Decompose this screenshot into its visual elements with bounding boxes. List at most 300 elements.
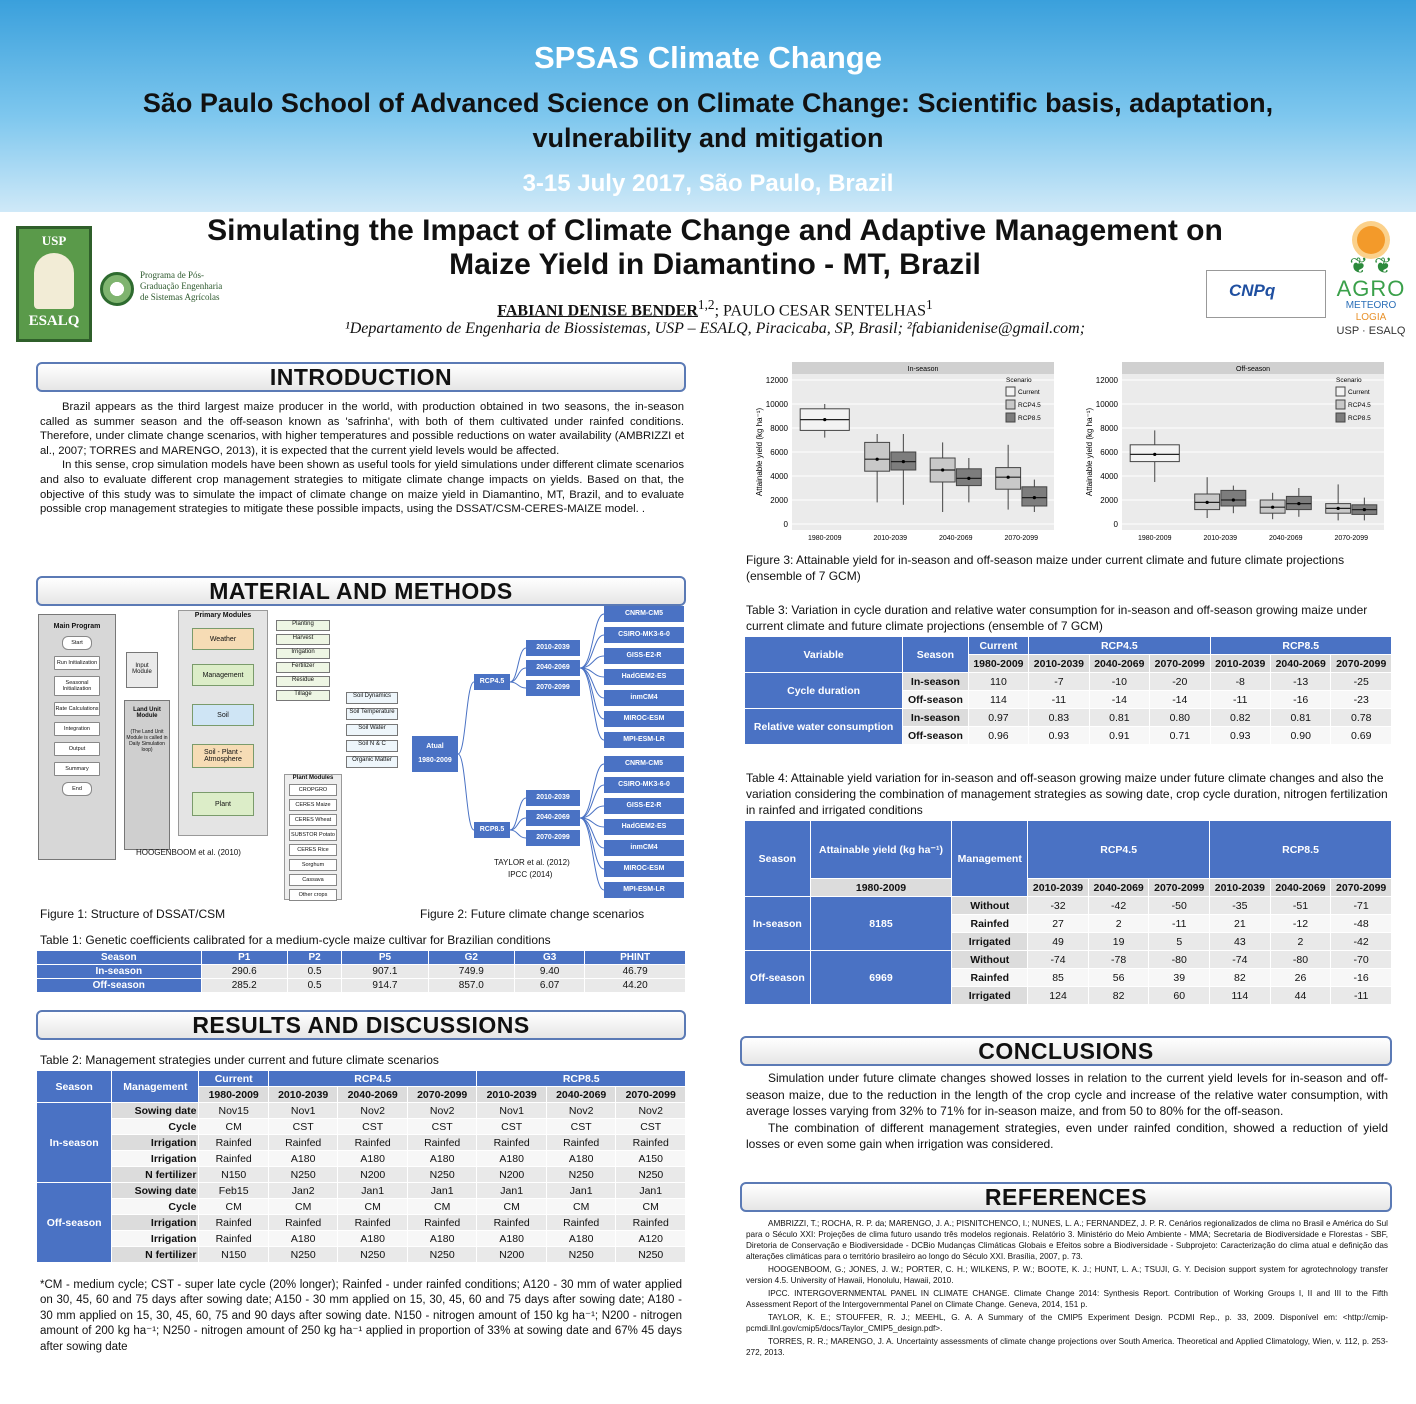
meteoro-label: METEORO	[1345, 300, 1397, 311]
reference-item: TORRES, R. R.; MARENGO, J. A. Uncertainty assessments of climate change projections over South America. Theoretical and Applied Climatology, Wien, v. 112, p. 253-272, 2013.	[746, 1337, 1388, 1357]
table-cell: Rainfed	[477, 1135, 547, 1151]
table-cell: A120	[616, 1231, 686, 1247]
section-results: RESULTS AND DISCUSSIONS	[36, 1010, 686, 1040]
rcp85-gcm: CNRM-CM5	[604, 756, 684, 772]
table-cell: 749.9	[428, 965, 514, 979]
boxplot-panel	[755, 362, 1054, 542]
table-cell: -23	[1331, 691, 1392, 709]
x-tick-label: 2010-2039	[873, 535, 907, 542]
table-cell: CST	[477, 1119, 547, 1135]
table-cell: 46.79	[585, 965, 686, 979]
ppg-text: Programa de Pós-Graduação Engenharia de Sistemas Agrícolas	[140, 270, 223, 302]
primary-modules-label: Primary Modules	[194, 612, 252, 619]
reference-item: TAYLOR, K. E.; STOUFFER, R. J.; MEEHL, G. A. A Summary of the CMIP5 Experiment Design. PCDMI Rep., p. 33, 2009. Disponível em: <http://cmip-pcmdi.llnl.gov/cmip5/docs/Taylor_CMIP5_design.pdf>.	[746, 1313, 1388, 1333]
conclusions-paragraph-1: Simulation under future climate changes showed losses in relation to the current yield levels for in-season and off-season maize, due to the reduction in the length of the crop cycle and increase of the relative water consumption, with average losses varying from 32% to 71% for in-season maize, and from 50 to 80% for the off-season.	[746, 1071, 1388, 1119]
connector	[580, 764, 604, 818]
sun-icon	[1357, 226, 1385, 254]
soil-submodule: Soil N & C	[346, 740, 398, 752]
actual-label: Atual	[426, 743, 444, 750]
table-cell: N fertilizer	[112, 1247, 199, 1263]
connector	[580, 668, 604, 740]
period-header: 2040-2069	[1089, 655, 1149, 673]
table-cell: Jan1	[477, 1183, 547, 1199]
table-cell: Nov2	[338, 1103, 408, 1119]
table-header: Management	[112, 1071, 199, 1103]
actual-node	[412, 736, 458, 772]
period-header: 1980-2009	[199, 1087, 269, 1103]
table-cell: CM	[338, 1199, 408, 1215]
box-mean-point	[1363, 508, 1366, 511]
box-mean-point	[1033, 496, 1036, 499]
box-mean-point	[876, 458, 879, 461]
boxplot-panel	[1085, 362, 1384, 542]
rcp85-period: 2010-2039	[526, 790, 580, 806]
x-tick-label: 2070-2099	[1004, 535, 1038, 542]
table-cell: -13	[1270, 673, 1330, 691]
y-tick-label: 6000	[770, 448, 788, 457]
table-2	[36, 1070, 686, 1263]
table-header: RCP4.5	[1028, 821, 1210, 879]
esalq-label: ESALQ	[28, 313, 80, 329]
rcp45-gcm: GISS-E2-R	[604, 648, 684, 664]
table-header: Season	[903, 637, 969, 673]
table-cell: 5	[1149, 933, 1210, 951]
table-3-caption: Table 3: Variation in cycle duration and relative water consumption for in-season and off-season growing maize under current climate and future climate projections (ensemble of 7 GCM)	[746, 603, 1368, 633]
table-cell: -14	[1150, 691, 1210, 709]
table-cell: CST	[407, 1119, 477, 1135]
figure-2-scenarios	[408, 604, 688, 904]
management-submodule: Irrigation	[276, 648, 330, 659]
x-tick-label: 2040-2069	[939, 535, 973, 542]
table-cell: N250	[616, 1167, 686, 1183]
table-cell: -35	[1210, 897, 1271, 915]
table-cell: Rainfed	[616, 1215, 686, 1231]
table-cell: Rainfed	[407, 1215, 477, 1231]
table-1	[36, 950, 686, 993]
table-row	[37, 1199, 686, 1215]
table-cell: -74	[1210, 951, 1271, 969]
table-cell: -74	[1028, 951, 1089, 969]
box-mean-point	[1232, 498, 1235, 501]
table-cell: -8	[1210, 673, 1270, 691]
table-row	[37, 965, 686, 979]
table-cell: 914.7	[342, 979, 428, 993]
table-row	[745, 897, 1392, 915]
reference-item: IPCC. INTERGOVERNMENTAL PANEL IN CLIMATE CHANGE. Climate Change 2014: Synthesis Report. Contribution of Working Groups I, II and III to the Fifth Assessment Report of the Intergovernmental Panel on Climate Change. Geneva, 2014, 151 p.	[746, 1289, 1388, 1309]
table-cell: -10	[1089, 673, 1149, 691]
connector	[580, 668, 604, 719]
crop-module: CROPGRO	[289, 784, 337, 796]
legend-swatch	[1336, 400, 1345, 409]
table-cell: N250	[268, 1247, 338, 1263]
legend-swatch	[1006, 400, 1015, 409]
crop-module: CERES Wheat	[289, 814, 337, 826]
poster-header	[0, 0, 1416, 212]
table-cell: Sowing date	[112, 1183, 199, 1199]
table-cell: Feb15	[199, 1183, 269, 1199]
table-cell: A180	[268, 1151, 338, 1167]
table-header: RCP8.5	[477, 1071, 686, 1087]
rcp85-gcm: MPI-ESM-LR	[604, 882, 684, 898]
legend-swatch	[1336, 387, 1345, 396]
plant-modules-label: Plant Modules	[292, 775, 334, 781]
intro-paragraph-1: Brazil appears as the third largest maize producer in the world, with production obtained in two seasons, the in-season called as summer season and the off-season known as 'safrinha', with both of them cultivated under rainfed conditions. Therefore, under climate change scenarios, with higher temperatures and possible reductions on water availability (AMBRIZZI et al., 2007; TORRES and MARENGO, 2013), it is expected that the current yield levels would be affected.	[40, 401, 684, 457]
table-cell: Irrigation	[112, 1151, 199, 1167]
box-mean-point	[941, 468, 944, 471]
main-program-step: Run Initialization	[54, 656, 100, 670]
y-axis-label: Attainable yield (kg ha⁻¹)	[755, 407, 764, 497]
table-cell: CST	[338, 1119, 408, 1135]
table-cell: 0.78	[1331, 709, 1392, 727]
ppg-icon	[100, 272, 134, 306]
table-cell: N250	[407, 1167, 477, 1183]
table-header: G3	[514, 951, 584, 965]
table-row	[37, 1119, 686, 1135]
legend-title: Scenario	[1336, 377, 1362, 384]
table-header: Variable	[745, 637, 903, 673]
main-author-sup: 1,2	[697, 297, 715, 312]
logo-figure	[34, 253, 74, 309]
management-submodule: Tillage	[276, 690, 330, 701]
table-cell: 124	[1028, 987, 1089, 1005]
period-header: 2070-2099	[616, 1087, 686, 1103]
section-references: REFERENCES	[740, 1182, 1392, 1212]
table-cell: 114	[968, 691, 1028, 709]
main-program-step: End	[62, 782, 92, 796]
box-mean-point	[902, 460, 905, 463]
box-mean-point	[1007, 476, 1010, 479]
management-submodule: Residue	[276, 676, 330, 687]
table-cell: 0.96	[968, 727, 1028, 745]
table-cell: -80	[1149, 951, 1210, 969]
cnpq-label: CNPq	[1229, 281, 1276, 300]
table-cell: Rainfed	[407, 1135, 477, 1151]
input-module-box: Input Module	[126, 652, 158, 688]
period-header: 1980-2009	[968, 655, 1028, 673]
season-cell: Off-season	[745, 951, 811, 1005]
event-dates: 3-15 July 2017, São Paulo, Brazil	[522, 170, 894, 197]
table-cell: N fertilizer	[112, 1167, 199, 1183]
y-tick-label: 8000	[1100, 424, 1118, 433]
table-cell: -70	[1331, 951, 1392, 969]
table-cell: In-season	[903, 673, 969, 691]
table-cell: Rainfed	[477, 1215, 547, 1231]
rcp45-period: 2070-2099	[526, 680, 580, 696]
soil-submodule: Soil Temperature	[346, 708, 398, 720]
section-conclusions: CONCLUSIONS	[740, 1036, 1392, 1066]
table-cell: Nov15	[199, 1103, 269, 1119]
figure-1-dssat-structure	[36, 608, 406, 904]
period-header: 2040-2069	[1088, 879, 1149, 897]
y-tick-label: 12000	[1095, 376, 1118, 385]
crop-module: Other crops	[289, 889, 337, 901]
main-program-step: Seasonal Initialization	[54, 676, 100, 696]
box-iqr	[865, 442, 890, 471]
table-cell: N250	[616, 1247, 686, 1263]
legend-label: Current	[1348, 389, 1370, 396]
fig1-credit: HOOGENBOOM et al. (2010)	[136, 848, 241, 857]
table-cell: 290.6	[201, 965, 287, 979]
table-2-note: *CM - medium cycle; CST - super late cycle (20% longer); Rainfed - under rainfed conditions; A120 - 30 mm of water applied on 30, 45, 60 and 75 days after sowing date; A150 - 30 mm applied on 15, 30, 45, 60 and 75 days after sowing date; A180 - 30 mm applied on 15, 30, 45, 60, 75 and 90 days after sowing date. N150 - nitrogen amount of 150 kg ha⁻¹; N200 - nitrogen amount of 200 kg ha⁻¹; N250 - nitrogen amount of 250 kg ha⁻¹ applied in proportion of 33% at sowing date and 67% 45 days after sowing date	[40, 1279, 682, 1353]
figure-3-caption: Figure 3: Attainable yield for in-season and off-season maize under current climate and future climate projections (ensemble of 7 GCM)	[746, 553, 1345, 583]
management-submodule: Fertilizer	[276, 662, 330, 673]
table-cell: N150	[199, 1247, 269, 1263]
period-header: 2040-2069	[546, 1087, 616, 1103]
table-cell: 110	[968, 673, 1028, 691]
main-author: FABIANI DENISE BENDER	[497, 302, 698, 320]
crop-module: CERES Rice	[289, 844, 337, 856]
table-cell: A180	[407, 1231, 477, 1247]
table-cell: Nov2	[616, 1103, 686, 1119]
table-cell: 0.5	[287, 979, 341, 993]
weather-module: Weather	[192, 628, 254, 650]
period-header: 2070-2099	[1150, 655, 1210, 673]
table-row	[37, 1231, 686, 1247]
table-cell: CST	[268, 1119, 338, 1135]
connector	[458, 754, 474, 830]
table-header: Management	[952, 821, 1028, 897]
rcp45-gcm: inmCM4	[604, 690, 684, 706]
table-cell: -80	[1270, 951, 1331, 969]
table-cell: Nov2	[546, 1103, 616, 1119]
table-header: Season	[745, 821, 811, 897]
table-cell: N150	[199, 1167, 269, 1183]
table-cell: CM	[407, 1199, 477, 1215]
table-cell: A180	[477, 1231, 547, 1247]
table-cell: N250	[338, 1247, 408, 1263]
rcp45-gcm: MPI-ESM-LR	[604, 732, 684, 748]
legend-label: Current	[1018, 389, 1040, 396]
rcp45-gcm: MIROC-ESM	[604, 711, 684, 727]
legend-label: RCP8.5	[1348, 415, 1371, 422]
conclusions-text	[746, 1070, 1388, 1153]
table-cell: A180	[546, 1151, 616, 1167]
reference-item: HOOGENBOOM, G.; JONES, J. W.; PORTER, C. H.; WILKENS, P. W.; BOOTE, K. J.; HUNT, L. A.; TSUJI, G. Y. Decision support system for agrotechnology transfer version 4.5. University of Hawaii, Honolulu, Hawaii, 2010.	[746, 1265, 1388, 1285]
authors	[200, 297, 1230, 320]
conclusions-paragraph-2: The combination of different management strategies, even under rainfed condition, showed a reduction of yield losses or even some gain when irrigation was considered.	[746, 1120, 1388, 1152]
table-cell: 285.2	[201, 979, 287, 993]
table-cell: Irrigation	[112, 1135, 199, 1151]
table-cell: 44.20	[585, 979, 686, 993]
y-tick-label: 12000	[765, 376, 788, 385]
table-cell: Cycle	[112, 1119, 199, 1135]
table-cell: A180	[268, 1231, 338, 1247]
table-cell: N250	[268, 1167, 338, 1183]
legend-label: RCP4.5	[1018, 402, 1041, 409]
table-row	[37, 1183, 686, 1199]
y-tick-label: 8000	[770, 424, 788, 433]
period-header: 2010-2039	[1028, 879, 1089, 897]
table-cell: 0.97	[968, 709, 1028, 727]
table-cell: N200	[477, 1167, 547, 1183]
crop-module: SUBSTOR Potato	[289, 829, 337, 841]
connector	[580, 818, 604, 890]
main-program-step: Summary	[54, 762, 100, 776]
table-cell: 0.81	[1089, 709, 1149, 727]
plant-modules-box	[284, 774, 342, 900]
connector	[580, 614, 604, 668]
rcp85-period: 2070-2099	[526, 830, 580, 846]
table-cell: Rainfed	[199, 1215, 269, 1231]
period-header: 2010-2039	[268, 1087, 338, 1103]
legend-label: RCP8.5	[1018, 415, 1041, 422]
fig2-credit-taylor: TAYLOR et al. (2012)	[494, 858, 570, 867]
table-cell: Nov1	[477, 1103, 547, 1119]
table-cell: CM	[477, 1199, 547, 1215]
table-cell: -25	[1331, 673, 1392, 691]
table-cell: CM	[199, 1199, 269, 1215]
table-header: RCP8.5	[1210, 637, 1391, 655]
usp-esalq-label: USP · ESALQ	[1336, 325, 1406, 337]
table-cell: 19	[1088, 933, 1149, 951]
poster-title: Simulating the Impact of Climate Change and Adaptive Management on Maize Yield in Diamantino - MT, Brazil	[207, 214, 1223, 281]
box-mean-point	[1206, 501, 1209, 504]
table-cell: Irrigated	[952, 987, 1028, 1005]
y-tick-label: 2000	[1100, 496, 1118, 505]
table-cell: Off-season	[903, 727, 969, 745]
table-cell: -16	[1331, 969, 1392, 987]
intro-paragraph-2: In this sense, crop simulation models have been shown as useful tools for yield simulations under different climate scenarios and also to evaluate different crop management strategies to mitigate climate change impacts on yields. Based on that, the objective of this study was to simulate the impact of climate change on maize yield in Diamantino, MT, Brazil, and to evaluate possible crop management strategies to mitigate these possible impacts, using the DSSAT/CSM-CERES-MAIZE model. .	[40, 459, 684, 516]
table-cell: Jan1	[616, 1183, 686, 1199]
table-cell: -78	[1088, 951, 1149, 969]
y-tick-label: 0	[1113, 520, 1118, 529]
x-tick-label: 2010-2039	[1203, 535, 1237, 542]
table-cell: -12	[1270, 915, 1331, 933]
table-cell: Rainfed	[952, 969, 1028, 987]
y-tick-label: 6000	[1100, 448, 1118, 457]
table-header-row	[37, 1071, 686, 1087]
land-unit-box	[124, 700, 170, 850]
rcp45-gcm: HadGEM2-ES	[604, 669, 684, 685]
land-unit-label: Land Unit Module	[133, 707, 161, 719]
period-header: 2070-2099	[1149, 879, 1210, 897]
box-mean-point	[1297, 502, 1300, 505]
co-author-sup: 1	[926, 297, 933, 312]
co-author: ; PAULO CESAR SENTELHAS	[714, 302, 927, 320]
table-row	[745, 951, 1392, 969]
table-header: P2	[287, 951, 341, 965]
table-cell: N200	[477, 1247, 547, 1263]
table-cell: 2	[1270, 933, 1331, 951]
legend-title: Scenario	[1006, 377, 1032, 384]
table-cell: Rainfed	[338, 1135, 408, 1151]
main-program-step: Integration	[54, 722, 100, 736]
table-cell: N250	[546, 1167, 616, 1183]
table-cell: Rainfed	[546, 1135, 616, 1151]
table-cell: Irrigation	[112, 1215, 199, 1231]
table-header: Season	[37, 951, 202, 965]
table-cell: Rainfed	[268, 1135, 338, 1151]
table-cell: -50	[1149, 897, 1210, 915]
section-introduction: INTRODUCTION	[36, 362, 686, 392]
table-cell: Rainfed	[199, 1135, 269, 1151]
management-submodule: Harvest	[276, 634, 330, 645]
section-methods: MATERIAL AND METHODS	[36, 576, 686, 606]
reference-item: AMBRIZZI, T.; ROCHA, R. P. da; MARENGO, J. A.; PISNITCHENCO, I.; NUNES, L. A.; FERNANDEZ, J. P. R. Cenários regionalizados de clima no Brasil e América do Sul para o Século XXI: Projeções de clima futuro usando três modelos regionais. Relatório 3. Ministério do Meio Ambiente - MMA; Secretaria de Biodiversidade e Florestas - SBF, Diretoria de Conservação e Biodiversidade - DCBio Mudanças Climáticas Globais e Efeitos sobre a Biodiversidade - Subprojeto: Caracterização do clima atual e definição das alterações climáticas para o território brasileiro ao longo do Século XXI. Brasília, 2007, p. 73.	[746, 1219, 1388, 1261]
management-module: Management	[192, 664, 254, 686]
rcp85-gcm: CSIRO-MK3-6-0	[604, 777, 684, 793]
period-header: 2070-2099	[1331, 879, 1392, 897]
rcp45-gcm: CNRM-CM5	[604, 606, 684, 622]
connector	[510, 682, 526, 688]
x-tick-label: 2040-2069	[1269, 535, 1303, 542]
table-cell: Rainfed	[616, 1135, 686, 1151]
table-cell: -71	[1331, 897, 1392, 915]
table-cell: 9.40	[514, 965, 584, 979]
legend-swatch	[1006, 413, 1015, 422]
rcp85-gcm: inmCM4	[604, 840, 684, 856]
usp-label: USP	[41, 233, 67, 248]
table-4-caption: Table 4: Attainable yield variation for in-season and off-season growing maize under future climate changes and also the variation considering the combination of management strategies as sowing date, crop cycle duration, nitrogen fertilization in rainfed and irrigated conditions	[746, 771, 1388, 817]
crop-module: Sorghum	[289, 859, 337, 871]
period-header: 2040-2069	[338, 1087, 408, 1103]
table-cell: Jan1	[546, 1183, 616, 1199]
table-cell: 26	[1270, 969, 1331, 987]
panel-title: In-season	[907, 366, 939, 373]
period-header: 2010-2039	[1029, 655, 1089, 673]
table-cell: -48	[1331, 915, 1392, 933]
table-cell: CM	[199, 1119, 269, 1135]
table-cell: 56	[1088, 969, 1149, 987]
period-header: 2010-2039	[1210, 655, 1270, 673]
rcp45-period: 2010-2039	[526, 640, 580, 656]
main-program-box	[38, 614, 116, 860]
table-cell: Rainfed	[952, 915, 1028, 933]
table-header: RCP8.5	[1210, 821, 1392, 879]
table-cell: -14	[1089, 691, 1149, 709]
period-header: 2010-2039	[1210, 879, 1271, 897]
rcp85-node: RCP8.5	[474, 822, 510, 838]
table-cell: 82	[1210, 969, 1271, 987]
table-cell: 49	[1028, 933, 1089, 951]
figure-2-caption: Figure 2: Future climate change scenarios	[420, 907, 645, 921]
table-cell: 27	[1028, 915, 1089, 933]
table-header-row	[37, 951, 686, 965]
table-cell: Nov1	[268, 1103, 338, 1119]
table-cell: A150	[616, 1151, 686, 1167]
table-cell: 0.82	[1210, 709, 1270, 727]
connector	[580, 818, 604, 869]
table-header: PHINT	[585, 951, 686, 965]
rcp85-gcm: GISS-E2-R	[604, 798, 684, 814]
table-row	[37, 1215, 686, 1231]
table-cell: A180	[338, 1231, 408, 1247]
table-header: P1	[201, 951, 287, 965]
table-row	[37, 979, 686, 993]
table-header-row	[745, 637, 1392, 655]
affiliation: ¹Departamento de Engenharia de Biossistemas, USP – ESALQ, Piracicaba, SP, Brasil; ²fabianidenise@gmail.com;	[344, 320, 1086, 337]
rcp85-gcm: HadGEM2-ES	[604, 819, 684, 835]
table-cell: In-season	[37, 965, 202, 979]
crop-module: Cassava	[289, 874, 337, 886]
table-row	[37, 1247, 686, 1263]
table-cell: N250	[407, 1247, 477, 1263]
table-cell: -7	[1029, 673, 1089, 691]
y-tick-label: 0	[783, 520, 788, 529]
table-cell: 0.71	[1150, 727, 1210, 745]
agrometeorologia-logo	[1330, 224, 1412, 346]
table-cell: CST	[546, 1119, 616, 1135]
table-cell: 85	[1028, 969, 1089, 987]
plant-module: Plant	[192, 792, 254, 816]
table-cell: -51	[1270, 897, 1331, 915]
table-cell: 0.93	[1029, 727, 1089, 745]
figure-1-caption: Figure 1: Structure of DSSAT/CSM	[40, 907, 226, 921]
y-tick-label: 4000	[1100, 472, 1118, 481]
table-cell: 60	[1149, 987, 1210, 1005]
box-mean-point	[823, 418, 826, 421]
soil-submodule: Soil Dynamics	[346, 692, 398, 704]
